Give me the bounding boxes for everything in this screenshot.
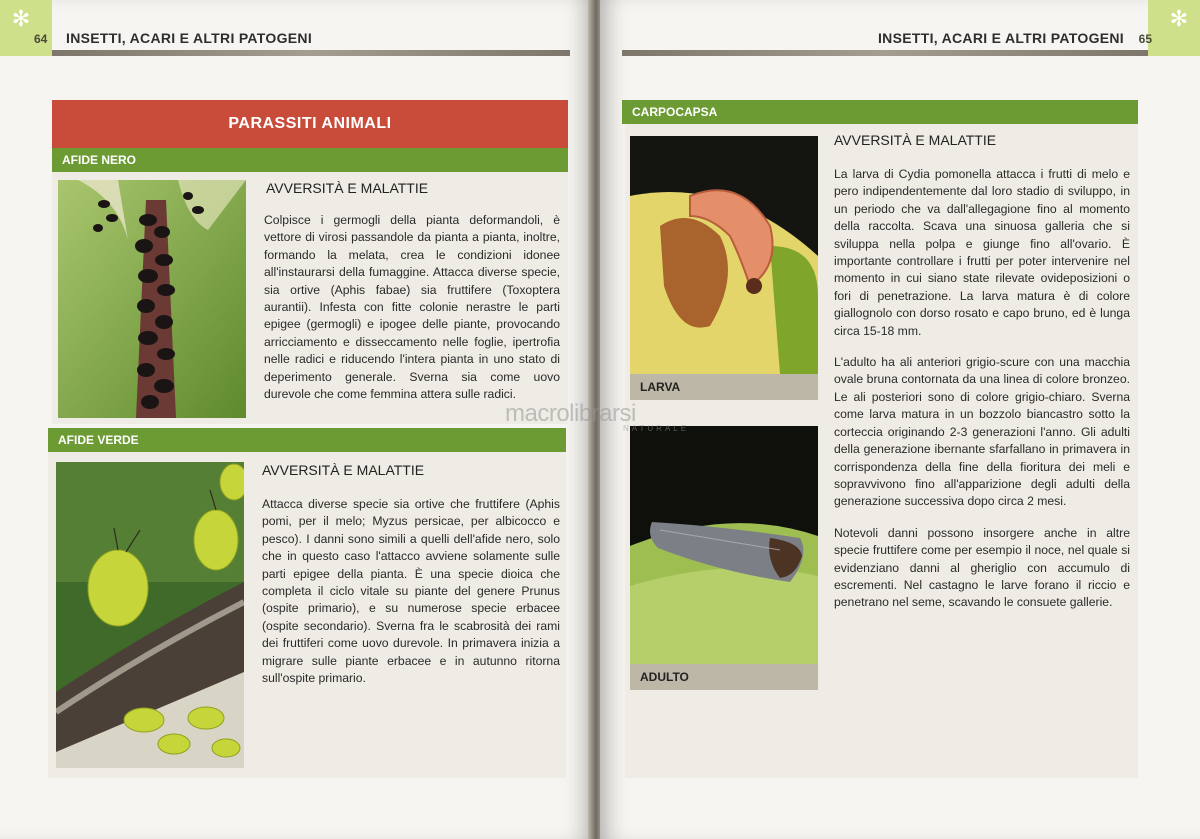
left-header bbox=[0, 0, 592, 56]
left-page bbox=[0, 0, 592, 839]
entry-heading-afide-nero: AFIDE NERO bbox=[52, 148, 568, 172]
insect-icon: ✻ bbox=[1169, 6, 1189, 31]
entry-body-text bbox=[834, 166, 1130, 626]
paragraph: Notevoli danni possono insorgere anche in altre specie fruttifere come per esempio il noce, nel quale si evidenziano danni al gheriglio con accumulo di escrementi. Nel castagno le larve forano il riccio e penetrano nel seme, scavando le consuete gallerie. bbox=[834, 525, 1130, 610]
header-corner bbox=[1148, 0, 1200, 56]
paragraph: L'adulto ha ali anteriori grigio-scure con una macchia ovale bruna contornata da una linea di colore bronzeo. Le ali posteriori sono di colore grigio-chiaro. Sverna come larva matura in un bozzolo biancastro sotto la corteccia originando 2-3 generazioni l'anno. Gli adulti della generazione ibernante sfarfallano in primavera in corrispondenza della fine della fioritura dei meli e sopravvivono fino all'apparizione degli adulti della generazione successiva dopo circa 2 mesi. bbox=[834, 355, 1130, 509]
insect-icon: ✻ bbox=[11, 6, 31, 31]
photo-caption-larva: LARVA bbox=[630, 374, 818, 400]
watermark bbox=[505, 400, 689, 433]
photo-caption-adulto: ADULTO bbox=[630, 664, 818, 690]
header-corner bbox=[0, 0, 52, 56]
entry-subheading: AVVERSITÀ E MALATTIE bbox=[266, 180, 429, 196]
header-rule bbox=[622, 50, 1148, 56]
header-rule bbox=[52, 50, 570, 56]
entry-subheading: AVVERSITÀ E MALATTIE bbox=[262, 462, 425, 478]
adult-moth-photo bbox=[630, 426, 818, 664]
green-aphid-photo bbox=[56, 462, 244, 768]
watermark-text: macrolibrarsi bbox=[505, 400, 636, 427]
right-page bbox=[600, 0, 1200, 839]
right-header bbox=[600, 0, 1200, 56]
entry-heading-afide-verde: AFIDE VERDE bbox=[48, 428, 566, 452]
larva-photo bbox=[630, 136, 818, 374]
paragraph: La larva di Cydia pomonella attacca i frutti di melo e pero indipendentemente dal loro stadio di sviluppo, in un periodo che va dall'allegagione fino al momento della raccolta. Scava una sinuosa galleria che si sviluppa nella polpa e giunge fino all'ovario. È importante controllare i frutti per poter intervenire nel momento in cui siano state rilevate ovideposizioni o fori di penetrazione. La larva matura è di colore giallognolo con dorso rosato e capo bruno, ed è lunga circa 15-18 mm. bbox=[834, 167, 1130, 338]
entry-subheading: AVVERSITÀ E MALATTIE bbox=[834, 132, 997, 148]
entry-body-text: Colpisce i germogli della pianta deformandoli, è vettore di virosi passandole da pianta a pianta, inoltre, formando la melata, crea le condizioni idonee all'instaurarsi della fumaggine. Attacca diverse specie, sia ortive (Aphis fabae) sia fruttifere (Toxoptera aurantii). Infesta con fitte colonie nerastre le parti epigee (germogli) e ipogee delle piante, provocando arricciamento e disseccamento nelle foglie, ipertrofia nelle radici e riducendo l'intera pianta in uno stato di deperimento generale. Sverna sia come uovo durevole che come femmina attera sulle radici. bbox=[264, 213, 560, 402]
running-head: INSETTI, ACARI E ALTRI PATOGENI bbox=[66, 30, 313, 46]
entry-body-text: Attacca diverse specie sia ortive che fruttifere (Aphis pomi, per il melo; Myzus persicae, per albicocco e pesco). I danni sono simili a quelli dell'afide nero, solo che in questo caso l'attacco avviene solamente sulle parti epigee della pianta. È una specie dioica che completa il ciclo vitale su piante del genere Prunus (ospite primario), e su numerose specie erbacee (ospite secondario). Sverna fra le scabrosità dei rami dei fruttiferi come uovo durevole. In primavera inizia a migrare sulle piante erbacee e in autunno ritorna sull'ospite primario. bbox=[262, 497, 560, 686]
page-number: 65 bbox=[1138, 32, 1152, 46]
black-aphid-photo bbox=[58, 180, 246, 418]
entry-heading-carpocapsa: CARPOCAPSA bbox=[622, 100, 1138, 124]
page-number: 64 bbox=[34, 32, 48, 46]
section-title: PARASSITI ANIMALI bbox=[52, 100, 568, 148]
running-head: INSETTI, ACARI E ALTRI PATOGENI bbox=[877, 30, 1124, 46]
watermark-subtext: NATURALE bbox=[623, 424, 690, 433]
